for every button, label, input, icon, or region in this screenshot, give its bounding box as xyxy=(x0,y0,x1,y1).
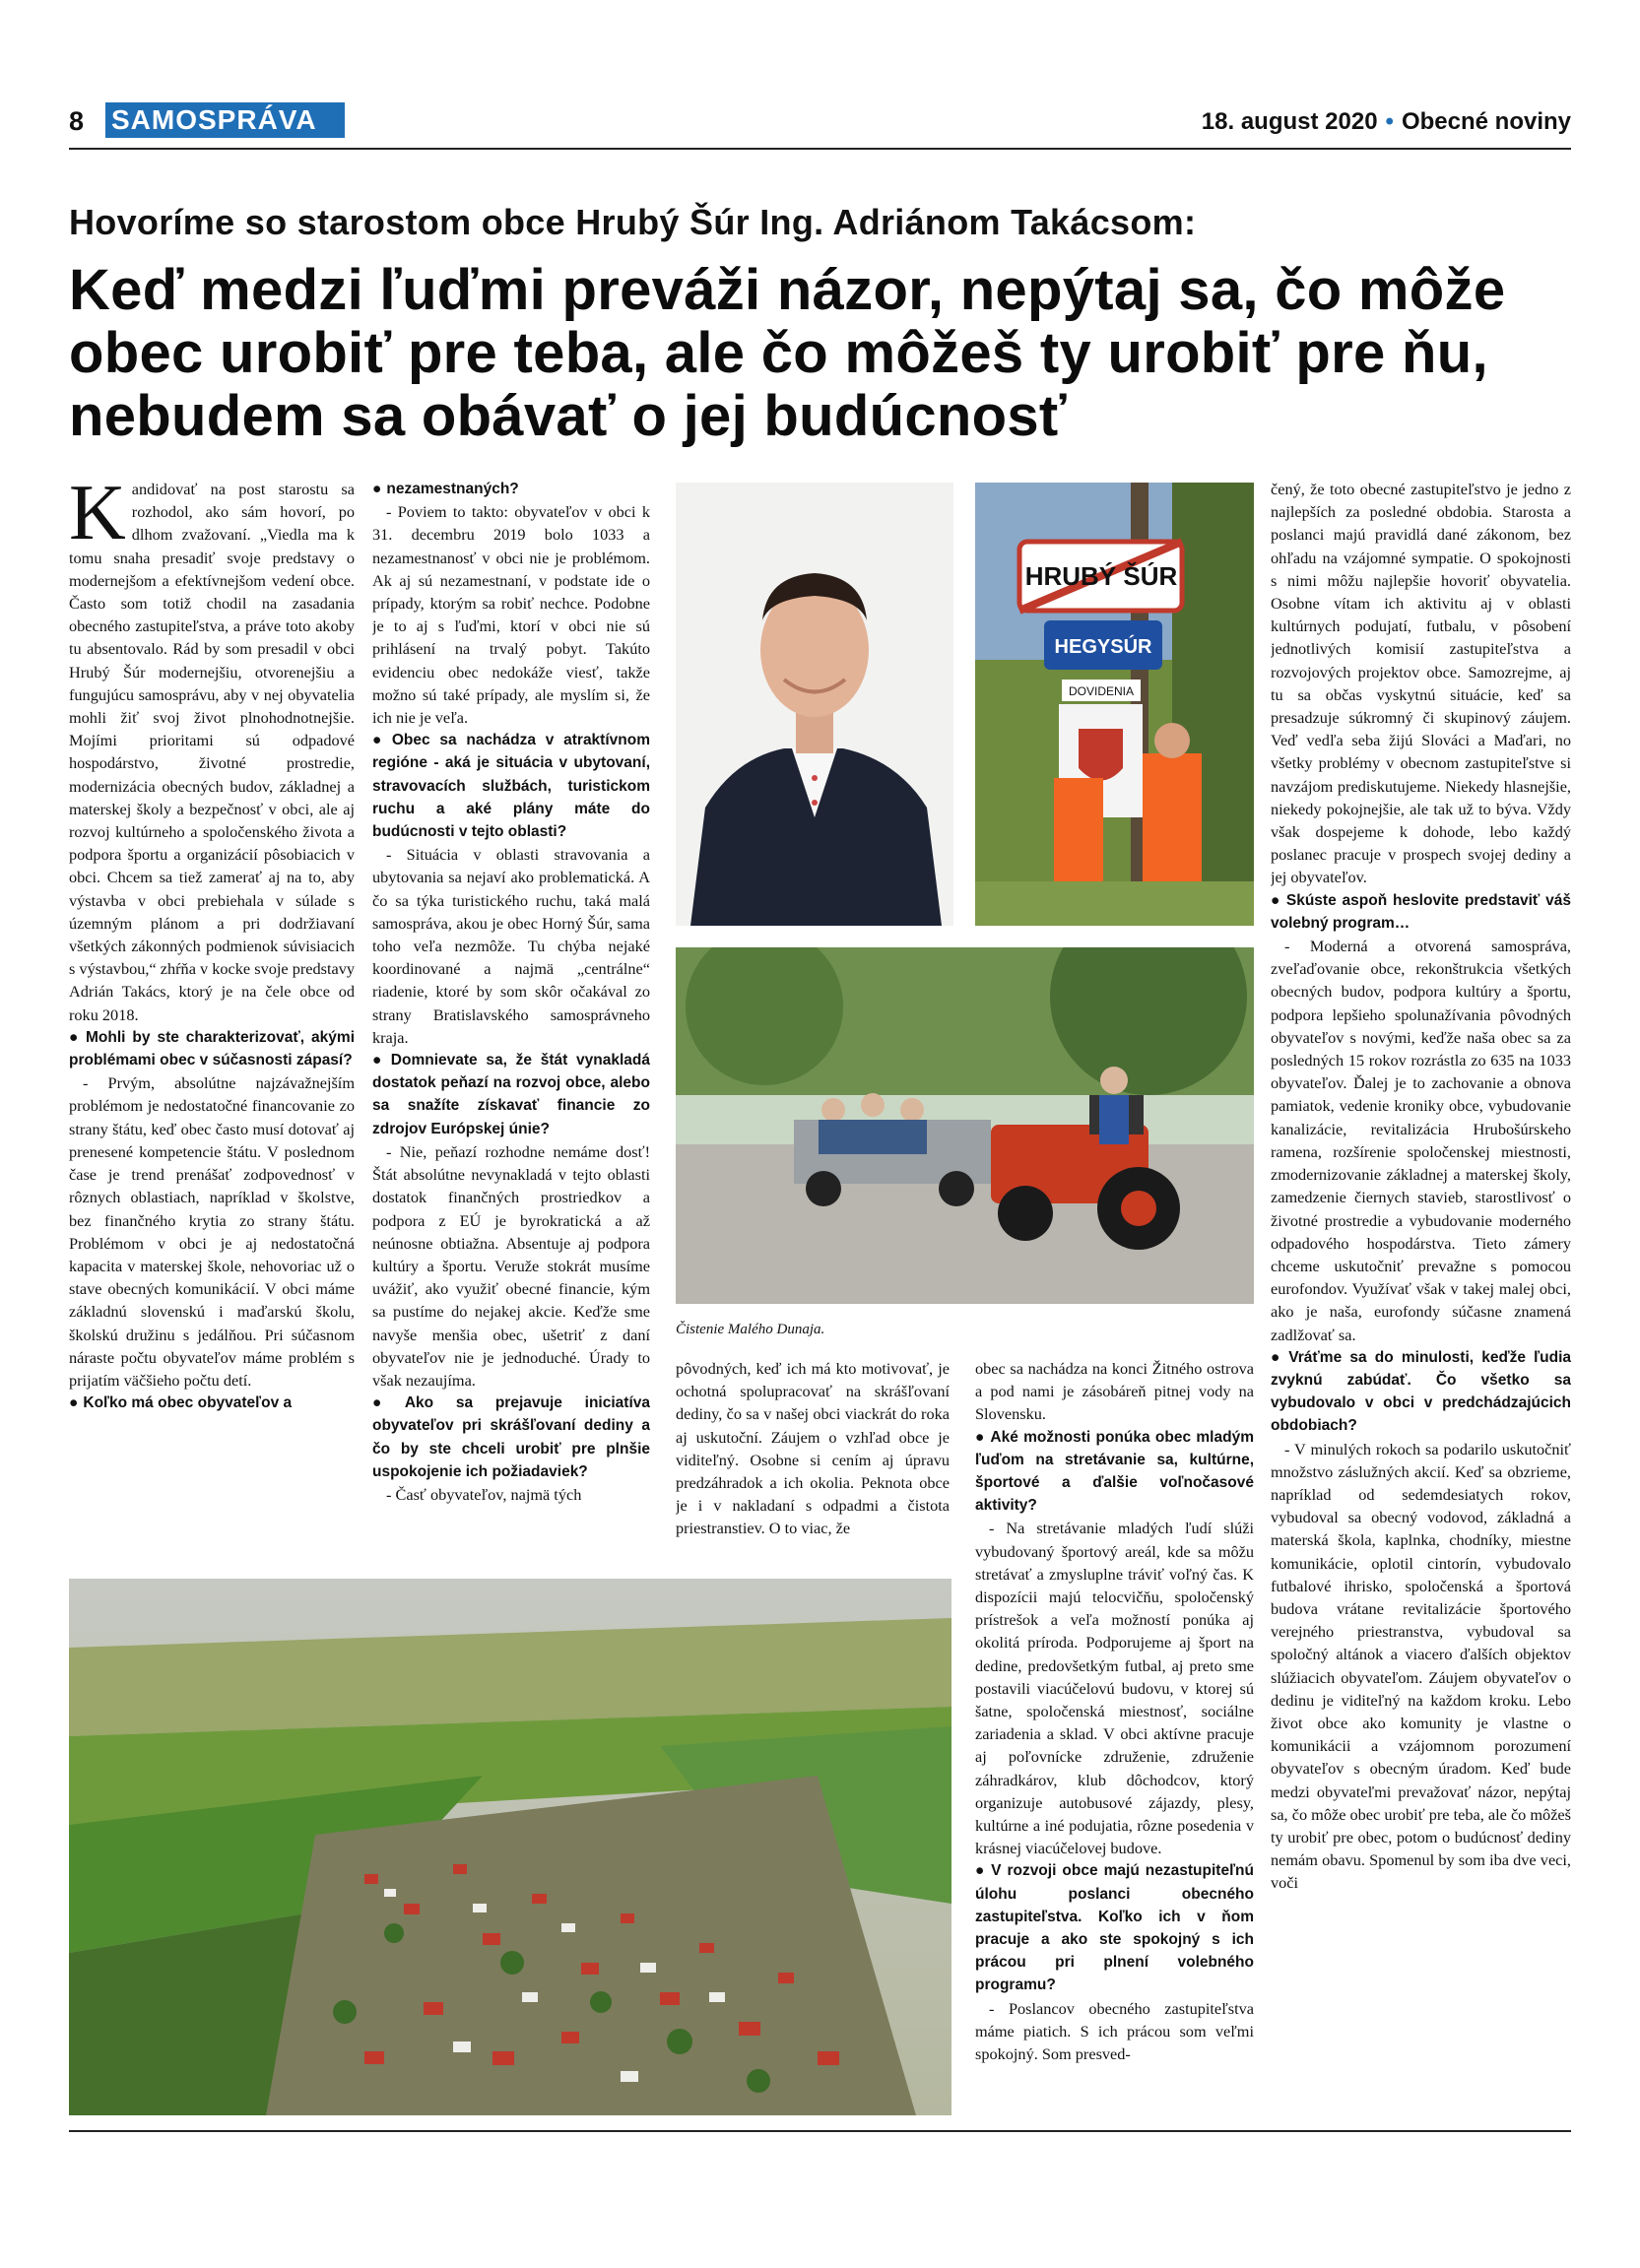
answer-1: - Prvým, absolútne najzávažnejším problémom je nedostatočné financovanie zo strany štátu, keď obec často musí dotovať aj prenesené kompetencie štátu. V poslednom čase je trend prenášať zodpovednosť v rôznych oblastiach, napríklad v školstve, bez finančného krytia zo strany štátu. Problémom v obci je aj nedostatočná kapacita v materskej škole, nehovoriac už o stave obecných komunikácií. V obci máme základnú slovenskú i maďarskú školu, školskú družinu s jedálňou. Pri súčasnom náraste počtu obyvateľov máme problém s prijatím väčšieho počtu detí. xyxy=(69,1073,355,1390)
header-dateline xyxy=(1202,108,1571,136)
tractor-photo xyxy=(676,947,1254,1304)
answer-9: - V minulých rokoch sa podarilo uskutočniť množstvo záslužných akcií. Keď sa obzrieme, napríklad od sedemdesiatych rokov, vybudoval sa obecný vodovod, základná a materská škola, kaplnka, chodníky, miestne komunikácie, oplotil cintorín, vybudovalo futbalové ihrisko, spoločenská a športová budova vrátane revitalizácie športového verejného priestranstva, vybudoval sa spoločný altánok a viacero ďalších objektov slúžiacich obyvateľom. Záujem obyvateľov o dedinu je viditeľný na každom kroku. Lebo život obce ako komunity je vlastne o komunikácii a vzájomnom porozumení obyvateľov s obecným úradom. Keď bude medzi obyvateľmi prevažovať názor, nepýtaj sa, čo môže obec urobiť pre teba, ale čo môžeš ty urobiť pre obec, potom o budúcnosť dediny nemám obavu. Spomenul by som iba dve veci, voči xyxy=(1271,1439,1571,1893)
village-signs-photo xyxy=(975,483,1254,926)
answer-5-end: obec sa nachádza na konci Žitného ostrova a pod nami je zásobáreň pitnej vody na Slovensku. xyxy=(975,1359,1254,1424)
portrait-image xyxy=(676,483,953,926)
answer-8: - Moderná a otvorená samospráva, zveľaďovanie obce, rekonštrukcia všetkých obecných budov, podpora kultúry a športu, podpora lepšieho spolunažívania pôvodných obyvateľov s novými, keďže naša obec sa za posledných 15 rokov rozrástla zo 635 na 1033 obyvateľov. Ďalej je to zachovanie a obnova pamiatok, vedenie kroniky obce, vybudovanie kanalizácie, revitalizácia Hrubošúrskeho ramena, rozšírenie spoločenskej miestnosti, zmodernizovanie základnej a materskej školy, zamedzenie čiernych stavieb, starostlivosť o životné prostredie a vybudovanie moderného odpadového hospodárstva. Tieto zámery chceme uskutočniť prevažne s pomocou eurofondov. Využívať však v takej malej obci, ako je naša, eurofondy súčasne znamená zadlžovať sa. xyxy=(1271,937,1571,1344)
header-separator: • xyxy=(1385,108,1394,135)
text-column-2 xyxy=(372,478,650,1561)
sign-text-2: HEGYSÚR xyxy=(1054,636,1152,658)
text-column-4 xyxy=(975,1357,1254,2113)
article-kicker: Hovoríme so starostom obce Hrubý Šúr Ing. Adriánom Takácsom: xyxy=(69,202,1197,242)
answer-5-continued: pôvodných, keď ich má kto motivovať, je ochotná spolupracovať na skrášľovaní dediny, čo sa v našej obci viackrát do roka aj uskutoční. Záujem o vzhľad obce je viditeľný. Osobne si cením aj úpravu predzáhradok a ich okolia. Peknota obce je i v nakladaní s odpadmi a čistota priestranstiev. O to viac, že xyxy=(676,1359,950,1538)
question-9: ● Vráťme sa do minulosti, keďže ľudia zvyknú zabúdať. Čo všetko sa vybudovalo v obci v predchádzajúcich obdobiach? xyxy=(1271,1346,1571,1438)
header-rule xyxy=(69,148,1571,150)
question-3: ● Obec sa nachádza v atraktívnom regióne - aká je situácia v ubytovaní, stravovacích službách, turistickom ruchu a aké plány máte do budúcnosti v tejto oblasti? xyxy=(372,729,650,843)
tractor-image xyxy=(676,947,1254,1304)
question-2-end: ● nezamestnaných? xyxy=(372,478,650,500)
answer-3: - Situácia v oblasti stravovania a ubytovania sa nejaví ako problematická. A čo sa týka turistického ruchu, taká malá samospráva, akou je obec Horný Šúr, sama toho veľa nezmôže. Tu chýba nejaké koordinované a najmä „centrálne“ riadenie, ktoré by som skôr očakával zo strany Bratislavského samosprávneho kraja. xyxy=(372,845,650,1047)
intro-paragraph: Kandidovať na post starostu sa rozhodol, ako sám hovorí, po dlhom zvažovaní. „Viedla ma k tomu snaha presadiť svoje predstavy o modernejšom a efektívnejšom vedení obce. Často som totiž chodil na zasadania obecného zastupiteľstva, a práve toto akoby tu absentovalo. Rád by som presadil v obci Hrubý Šúr modernejšiu, otvorenejšiu a fungujúcu samosprávu, aby v nej obyvatelia mohli žiť svoj život plnohodnotnejšie. Mojími prioritami sú odpadové hospodárstvo, životné prostredie, modernizácia obecných budov, základnej a materskej školy a bezpečnosť v obci, ale aj rozvoj kultúrneho a spoločenského života a podpora športu a organizácií pôsobiacich v obci. Chcem sa tiež zamerať aj na to, aby výstavba v obci prebiehala v súlade s územným plánom a pri dodržiavaní všetkých zákonných podmienok súvisiacich s výstavbou,“ zhŕňa v kocke svoje predstavy Adrián Takács, ktorý je na čele obce od roku 2018. xyxy=(69,478,355,1024)
text-column-1 xyxy=(69,478,355,1561)
article-headline: Keď medzi ľuďmi preváži názor, nepýtaj sa, čo môže obec urobiť pre teba, ale čo môžeš ty urobiť pre ňu, nebudem sa obávať o jej budúcnosť xyxy=(69,258,1506,448)
footer-rule xyxy=(69,2130,1571,2132)
signs-image xyxy=(975,483,1254,926)
section-label: SAMOSPRÁVA xyxy=(105,102,345,138)
drop-cap: K xyxy=(69,478,126,556)
question-2: ● Koľko má obec obyvateľov a xyxy=(69,1392,355,1414)
page-number: 8 xyxy=(69,106,85,136)
question-1: ● Mohli by ste charakterizovať, akými problémami obec v súčasnosti zápasí? xyxy=(69,1026,355,1071)
answer-7: - Poslancov obecného zastupiteľstva máme piatich. S ich prácou som veľmi spokojný. Som presved- xyxy=(975,1998,1254,2064)
question-6: ● Aké možnosti ponúka obec mladým ľuďom na stretávanie sa, kultúrne, športové a ďalšie voľnočasové aktivity? xyxy=(975,1426,1254,1518)
aerial-village-photo xyxy=(69,1579,951,2115)
question-4: ● Domnievate sa, že štát vynakladá dostatok peňazí na rozvoj obce, alebo sa snažíte získavať financie zo zdrojov Európskej únie? xyxy=(372,1049,650,1140)
answer-7-continued: čený, že toto obecné zastupiteľstvo je jedno z najlepších za posledné obdobia. Starosta a poslanci majú pravidlá dané zákonom, bez ohľadu na vzájomné sympatie. O spokojnosti s nimi môžu najlepšie hovoriť obyvatelia. Osobne vítam ich aktivitu aj v oblasti kultúrnych podujatí, futbalu, v pôsobení jednotlivých komisií zastupiteľstva a rozvojových projektov obce. Samozrejme, aj tu sa občas vyskytnú situácie, keď sa presadzuje súkromný či skupinový záujem. Veď vedľa seba žijú Slováci a Maďari, no všetky problémy v obecnom zastupiteľstve si navzájom prediskutujeme. Niekedy hlasnejšie, niekedy pokojnejšie, ale tak už to býva. Vždy však dospejeme k dohode, lebo každý poslanec pracuje v prospech svojej dediny a jej obyvateľov. xyxy=(1271,480,1571,887)
question-7: ● V rozvoji obce majú nezastupiteľnú úlohu poslanci obecného zastupiteľstva. Koľko ich v ňom pracuje a ako ste spokojný s ich prácou pri plnení volebného programu? xyxy=(975,1859,1254,1996)
sign-text-1: HRUBÝ ŠÚR xyxy=(1024,561,1178,591)
publication-name: Obecné noviny xyxy=(1401,108,1571,135)
photo-caption: Čistenie Malého Dunaja. xyxy=(676,1322,825,1337)
text-column-5 xyxy=(1271,478,1571,2117)
aerial-image xyxy=(69,1579,951,2115)
question-8: ● Skúste aspoň heslovite predstaviť váš volebný program… xyxy=(1271,889,1571,935)
answer-5: - Časť obyvateľov, najmä tých xyxy=(386,1484,582,1504)
mayor-portrait-photo xyxy=(676,483,953,926)
answer-4: - Nie, peňazí rozhodne nemáme dosť! Štát absolútne nevynakladá v tejto oblasti dostatok finančných prostriedkov a podpora z EÚ je byrokratická a až neúnosne obtiažna. Absentuje aj podpora kultúry a športu. Veruže stokrát musíme uvážiť, ako využiť obecné financie, kým sa pustíme do nejakej akcie. Keďže sme navyše menšia obec, ušetriť z daní obyvateľov nie je jednoduché. Úrady to však nezaujíma. xyxy=(372,1141,650,1390)
issue-date: 18. august 2020 xyxy=(1201,108,1378,135)
answer-2: - Poviem to takto: obyvateľov v obci k 31. decembru 2019 bolo 1033 a nezamestnanosť v obci nie je problémom. Ak aj sú nezamestnaní, v podstate ide o prípady, ktorým sa robiť nechce. Podobne je to aj s ľuďmi, ktorí v obci nie sú prihlásení na trvalý pobyt. Takúto evidenciu obec nedokáže viesť, takže možno sú také prípady, ale myslím si, že ich nie je veľa. xyxy=(372,502,650,728)
answer-6: - Na stretávanie mladých ľudí slúži vybudovaný športový areál, kde sa môžu stretávať a zmysluplne tráviť voľný čas. K dispozícii majú telocvičňu, spoločenský prístrešok a veľa možností ponúka aj okolitá príroda. Podporujeme aj šport na dedine, predovšetkým futbal, aj preto sme postavili viacúčelovú budovu, v ktorej sú šatne, spoločenská miestnosť, sociálne zariadenia a sklad. V obci aktívne pracuje aj poľovnícke združenie, združenie záhradkárov, klub dôchodcov, ktorý organizuje autobusové zájazdy, plesy, kultúrne a iné podujatia, rôzne posedenia v krásnej viacúčelovej budove. xyxy=(975,1519,1254,1858)
sign-text-3: DOVIDENIA xyxy=(1068,684,1135,698)
question-5: ● Ako sa prejavuje iniciatíva obyvateľov pri skrášľovaní dediny a čo by ste chceli urobiť pre plnšie uspokojenie ich požiadaviek? xyxy=(372,1392,650,1483)
text-column-3 xyxy=(676,1357,950,1566)
